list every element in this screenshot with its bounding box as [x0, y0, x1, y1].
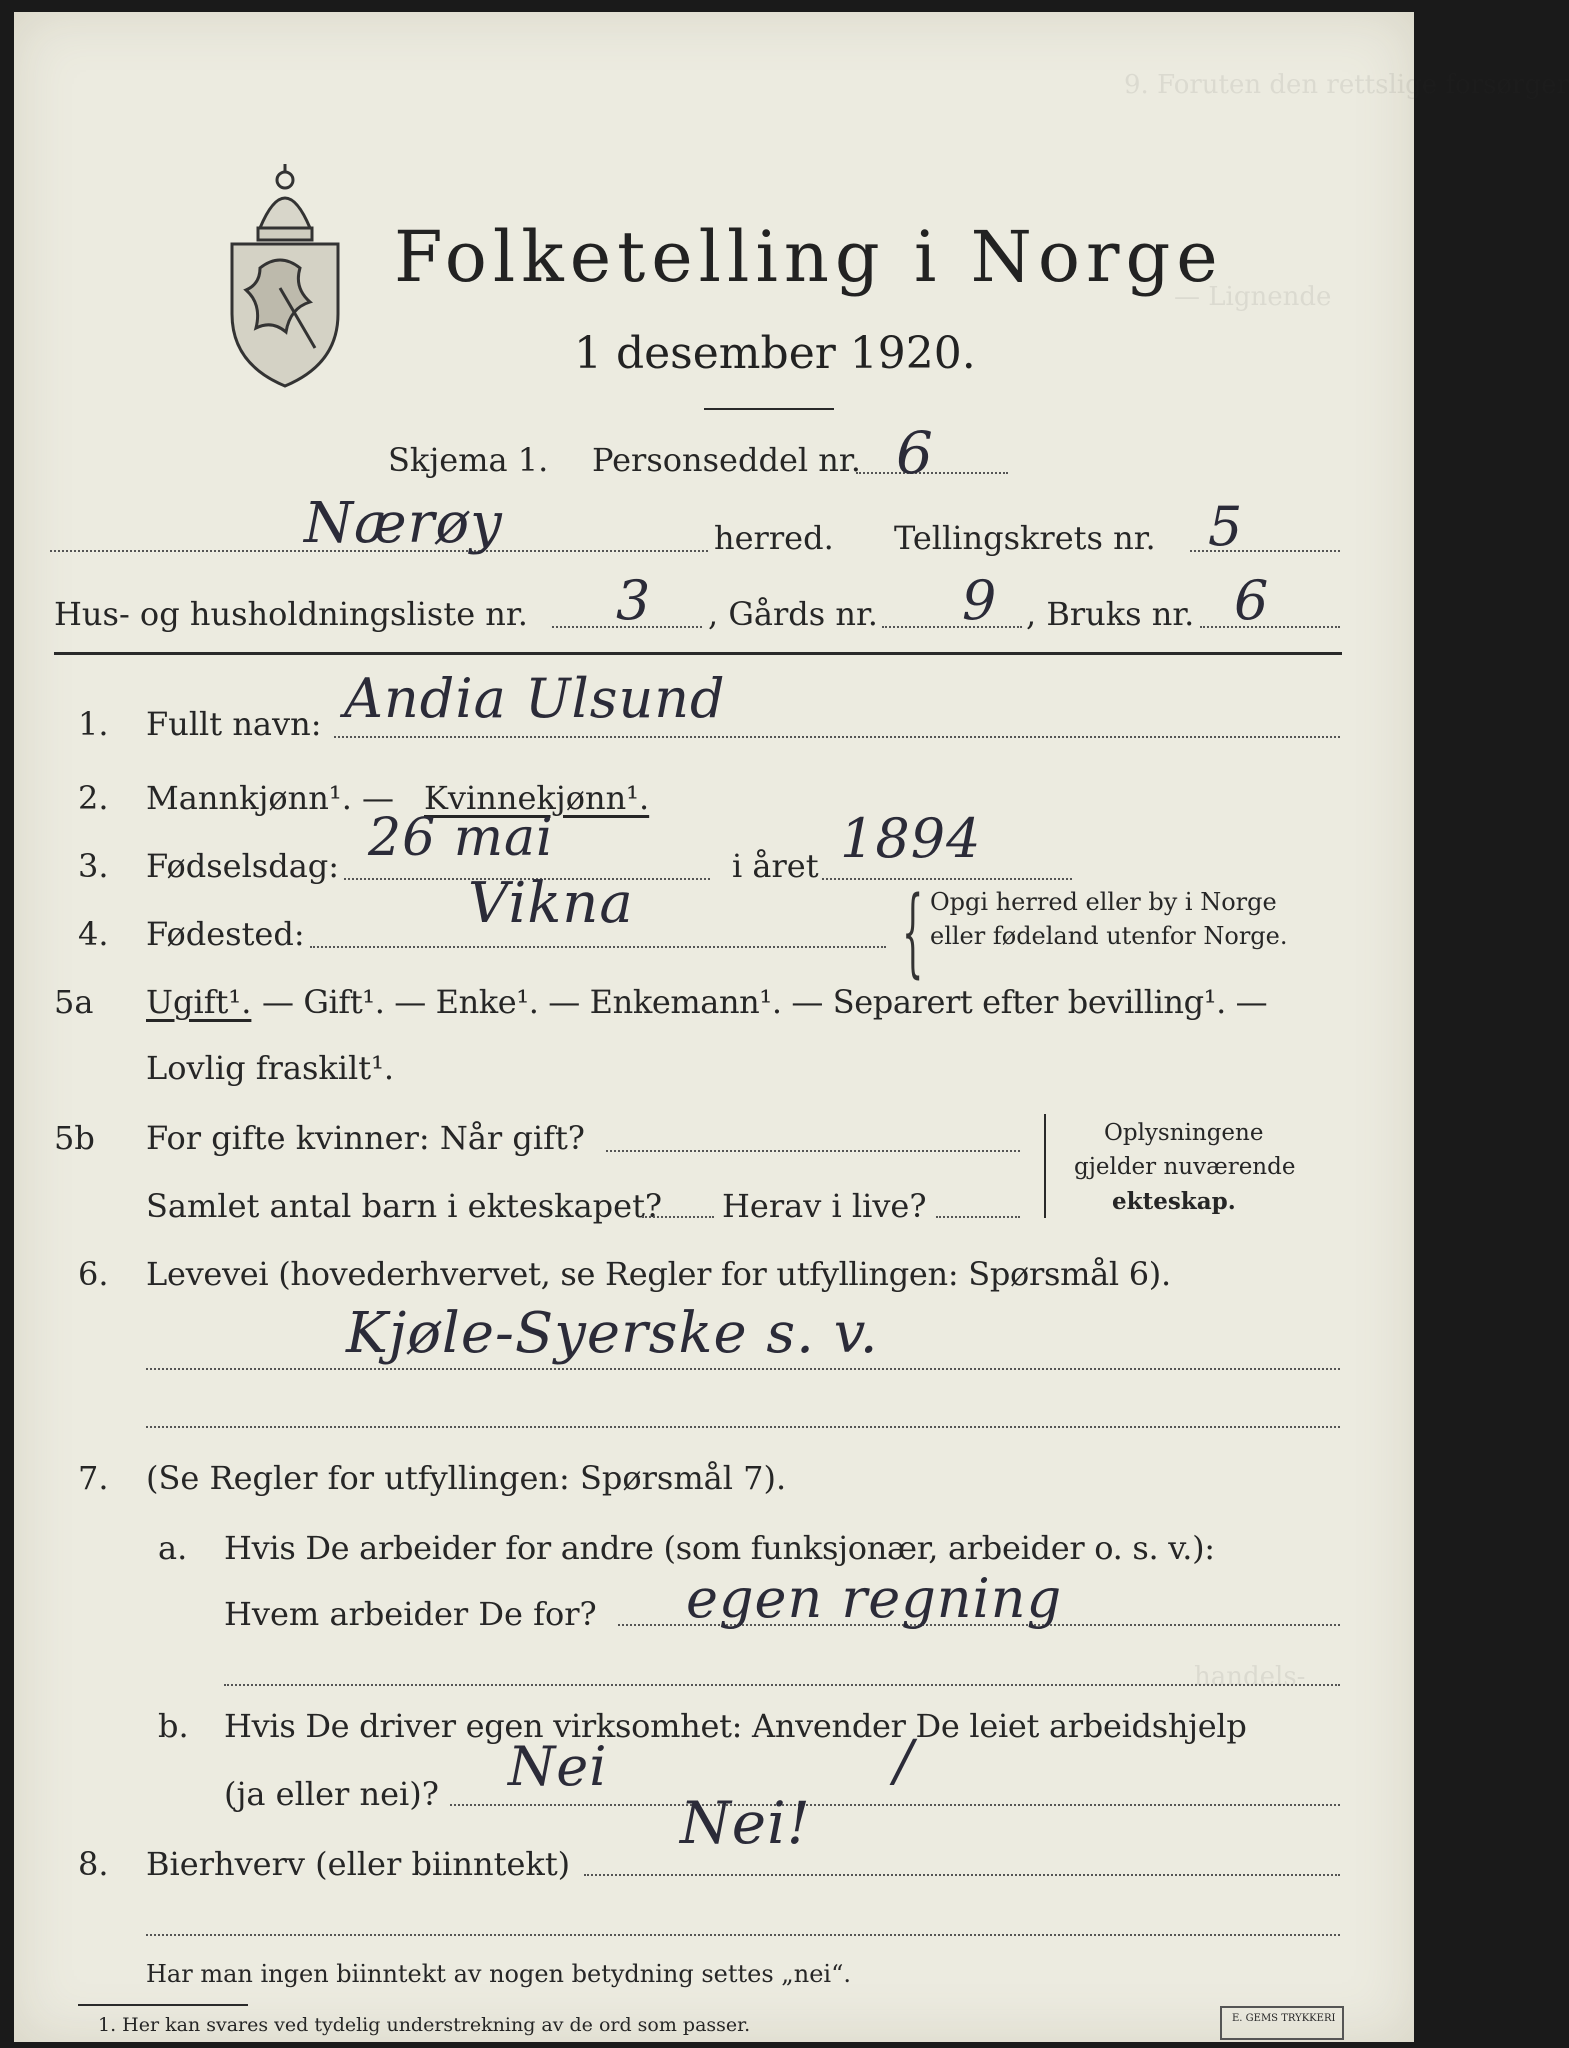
birth-year-value: 1894	[840, 807, 982, 870]
printer-stamp	[1220, 2006, 1344, 2040]
marital-unmarried-option[interactable]: Ugift¹.	[146, 983, 252, 1021]
bleed-through-text: 9. Foruten den rettslige forsørger	[1124, 70, 1569, 100]
q7b-letter: b.	[158, 1707, 189, 1745]
q7b-hired-help-label: (ja eller nei)?	[224, 1775, 439, 1813]
q3-number: 3.	[78, 847, 109, 885]
q7a-letter: a.	[158, 1529, 188, 1567]
q6-number: 6.	[78, 1255, 109, 1293]
marital-other-options[interactable]: — Gift¹. — Enke¹. — Enkemann¹. — Separert efter bevilling¹. —	[262, 983, 1268, 1021]
census-form-page	[14, 12, 1569, 2042]
q3-label: Fødselsdag:	[146, 847, 340, 885]
hired-help-extra-mark: /	[894, 1729, 914, 1794]
q7a-question: Hvis De arbeider for andre (som funksjonær, arbeider o. s. v.):	[224, 1529, 1215, 1567]
children-count-field[interactable]	[642, 1216, 714, 1218]
gender-male-option[interactable]: Mannkjønn¹. —	[146, 779, 395, 817]
q8-label: Bierhverv (eller biinntekt)	[146, 1845, 571, 1883]
full-name-field[interactable]	[334, 736, 1340, 738]
full-name-value: Andia Ulsund	[344, 667, 726, 730]
q5b-number: 5b	[54, 1119, 95, 1157]
hus-label: Hus- og husholdningsliste nr.	[54, 595, 528, 633]
birthplace-value: Vikna	[468, 871, 634, 936]
q4-number: 4.	[78, 915, 109, 953]
when-married-field[interactable]	[606, 1150, 1020, 1152]
q5b-alive-label: Herav i live?	[722, 1187, 927, 1225]
marital-divorced-option[interactable]: Lovlig fraskilt¹.	[146, 1049, 395, 1087]
birth-year-field[interactable]	[822, 878, 1072, 880]
children-alive-field[interactable]	[936, 1216, 1020, 1218]
gards-value: 9	[962, 569, 998, 632]
q7a-employer-label: Hvem arbeider De for?	[224, 1595, 597, 1633]
bruks-field[interactable]	[1200, 626, 1340, 628]
tellingskrets-label: Tellingskrets nr.	[894, 519, 1156, 557]
year-label: i året	[732, 847, 819, 885]
bleed-through-text: handels-	[1194, 1662, 1306, 1692]
q1-number: 1.	[78, 705, 109, 743]
norway-coat-of-arms-icon	[220, 158, 350, 388]
q5b-children-label: Samlet antal barn i ekteskapet?	[146, 1187, 663, 1225]
footnote-divider	[78, 2004, 248, 2006]
side-income-value: Nei!	[680, 1789, 811, 1857]
hired-help-value: Nei	[508, 1735, 608, 1798]
employer-field-line2[interactable]	[224, 1684, 1340, 1686]
hus-value: 3	[616, 569, 652, 632]
herred-label: herred.	[714, 519, 834, 557]
q7b-question: Hvis De driver egen virksomhet: Anvender De leiet arbeidshjelp	[224, 1707, 1247, 1745]
skjema-label: Skjema 1.	[388, 441, 549, 479]
title-divider	[704, 408, 834, 410]
footer-note: Har man ingen biinntekt av nogen betydning settes „nei“.	[146, 1960, 851, 1988]
birth-day-value: 26 mai	[368, 808, 554, 868]
note-bracket	[1044, 1114, 1046, 1218]
marriage-note-line3: ekteskap.	[1112, 1188, 1236, 1215]
bruks-value: 6	[1234, 569, 1270, 632]
bleed-through-text: — Lignende	[1174, 282, 1332, 312]
page-title: Folketelling i Norge	[394, 216, 1224, 298]
bruks-label: , Bruks nr.	[1026, 595, 1195, 633]
gards-field[interactable]	[882, 626, 1022, 628]
side-income-field-line2[interactable]	[146, 1934, 1340, 1936]
q4-label: Fødested:	[146, 915, 305, 953]
occupation-field-line2[interactable]	[146, 1426, 1340, 1428]
birthplace-field[interactable]	[310, 946, 886, 948]
side-income-field-line1[interactable]	[584, 1874, 1340, 1876]
q7-label: (Se Regler for utfyllingen: Spørsmål 7).	[146, 1459, 787, 1497]
gards-label: , Gårds nr.	[708, 595, 878, 633]
birthplace-note-line2: eller fødeland utenfor Norge.	[930, 922, 1288, 950]
personseddel-value: 6	[896, 419, 934, 487]
q5b-when-married-label: For gifte kvinner: Når gift?	[146, 1119, 585, 1157]
occupation-field-line1[interactable]	[146, 1368, 1340, 1370]
q5a-number: 5a	[54, 983, 94, 1021]
q2-number: 2.	[78, 779, 109, 817]
note-brace: {	[902, 876, 924, 988]
census-date: 1 desember 1920.	[574, 328, 976, 379]
herred-value: Nærøy	[304, 491, 503, 556]
marriage-note-line1: Oplysningene	[1104, 1120, 1264, 1146]
q8-number: 8.	[78, 1845, 109, 1883]
personseddel-label: Personseddel nr.	[592, 441, 861, 479]
employer-value: egen regning	[686, 1567, 1063, 1630]
q1-label: Fullt navn:	[146, 705, 322, 743]
q7-number: 7.	[78, 1459, 109, 1497]
occupation-value: Kjøle-Syerske s. v.	[346, 1301, 879, 1366]
marriage-note-line2: gjelder nuværende	[1074, 1154, 1296, 1180]
q6-label: Levevei (hovederhvervet, se Regler for utfyllingen: Spørsmål 6).	[146, 1255, 1171, 1293]
birthplace-note-line1: Opgi herred eller by i Norge	[930, 888, 1277, 916]
hired-help-field[interactable]	[450, 1804, 1340, 1806]
header-divider	[54, 652, 1342, 655]
gender-female-option[interactable]: Kvinnekjønn¹.	[424, 779, 650, 817]
printer-stamp-text: E. GEMS TRYKKERI	[1232, 2013, 1336, 2024]
footnote: 1. Her kan svares ved tydelig understrekning av de ord som passer.	[98, 2014, 751, 2036]
tellingskrets-value: 5	[1208, 495, 1244, 558]
